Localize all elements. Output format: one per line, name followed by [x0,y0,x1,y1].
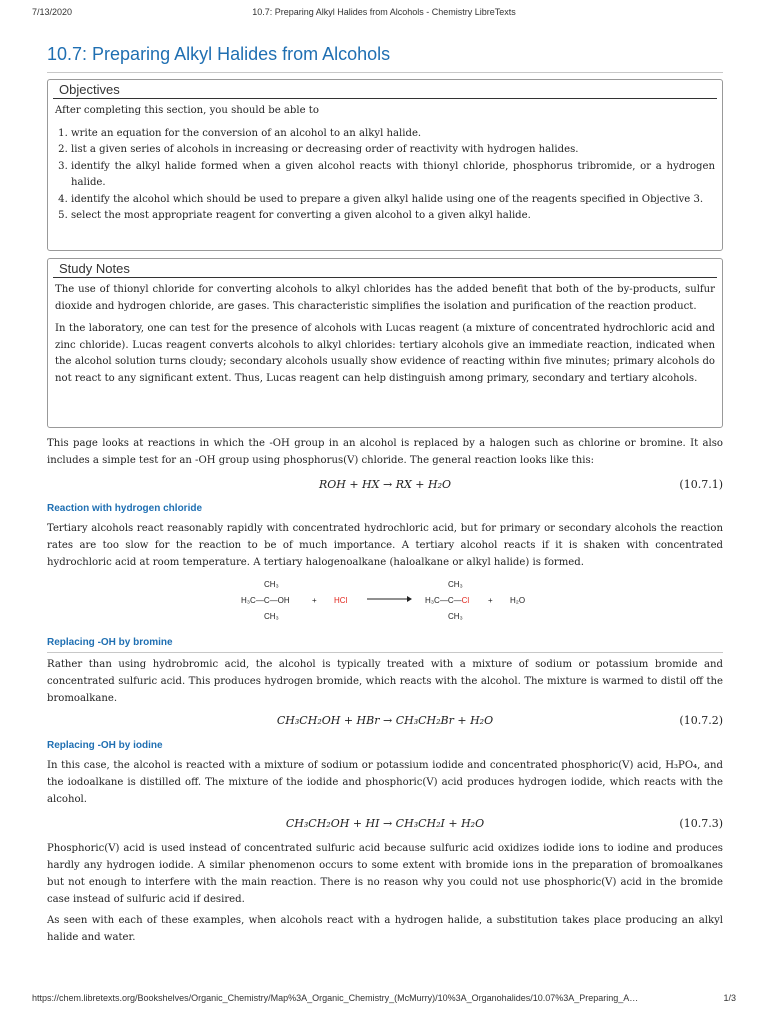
phosphoric-paragraph [47,840,723,908]
bromine-text: Rather than using hydrobromic acid, the alcohol is typically treated with a mixture of sodium or potassium bromide and concentrated sulfuric acid. This produces hydrogen bromide, which reacts with the alcohol. The mixture is warmed to distil off the bromoalkane. [47,659,723,704]
objective-item: 1. write an equation for the conversion of an alcohol to an alkyl halide. [71,126,715,143]
heading-hydrogen-chloride: Reaction with hydrogen chloride [47,503,203,514]
bromine-paragraph [47,656,723,707]
page-number: 1/3 [723,993,736,1003]
iodine-paragraph [47,757,723,808]
study-notes-heading: Study Notes [53,259,717,278]
section-divider [47,652,723,653]
methyl-bottom-right: CH₃ [448,612,463,621]
reaction-scheme [230,578,540,626]
equation-number: (10.7.3) [679,817,723,830]
methyl-top-left: CH₃ [264,580,279,589]
study-notes-box [47,258,723,428]
equation-10-7-3 [47,817,723,835]
tert-butyl-chloride [425,596,469,605]
equation-text: CH₃CH₂OH + HI → CH₃CH₂I + H₂O [285,817,485,830]
conclusion-text: As seen with each of these examples, when alcohols react with a hydrogen halide, a substitution takes place producing an alkyl halide and water. [47,915,723,943]
heading-bromine: Replacing -OH by bromine [47,637,173,648]
print-date: 7/13/2020 [32,7,73,17]
intro-paragraph [47,435,723,469]
conclusion-paragraph [47,912,723,946]
heading-iodine: Replacing -OH by iodine [47,740,163,751]
objective-item: 5. select the most appropriate reagent for converting a given alcohol to a given alkyl halide. [71,208,715,225]
hcl-paragraph [47,520,723,571]
equation-number: (10.7.1) [679,478,723,491]
tert-butanol: H₃C—C—OH [241,596,290,605]
equation-10-7-1 [47,478,723,496]
plus-sign: + [312,596,317,605]
methyl-bottom-left: CH₃ [264,612,279,621]
iodine-text: In this case, the alcohol is reacted with a mixture of sodium or potassium iodide and concentrated phosphoric(V) acid, H₃PO₄, and the iodoalkane is distilled off. The mixture of the iodide and phosphoric(V) acid produces hydrogen iodide, which reacts with the alcohol. [47,760,723,805]
phosphoric-text: Phosphoric(V) acid is used instead of concentrated sulfuric acid because sulfuric acid oxidizes iodide ions to iodine and produces hardly any hydrogen iodide. A similar phenomenon occurs to some extent with bromide ions in the preparation of bromoalkanes but not enough to interfere with the main reaction. There is no reason why you could not use phosphoric(V) acid in the bromide case instead of sulfuric acid if desired. [47,843,723,905]
study-notes-paragraph: The use of thionyl chloride for converting alcohols to alkyl chlorides has the added benefit that both of the by-products, sulfur dioxide and hydrogen chloride, are gases. This characteristic simplifies the isolation and purification of the reaction product. [55,284,715,312]
water-product: H₂O [510,596,526,605]
objective-item: 4. identify the alcohol which should be used to prepare a given alkyl halide using one of the reagents specified in Objective 3. [71,192,715,209]
intro-text: This page looks at reactions in which the -OH group in an alcohol is replaced by a halogen such as chlorine or bromine. It also includes a simple test for an -OH group using phosphorus(V) chloride. The general reaction looks like this: [47,438,723,466]
title-divider [47,72,723,73]
plus-sign: + [488,596,493,605]
objective-item: 3. identify the alkyl halide formed when a given alcohol reacts with thionyl chloride, phosphorus tribromide, or a hydrogen halide. [71,159,715,192]
objectives-intro: After completing this section, you should be able to [55,105,319,116]
tert-butyl-chain: H₃C—C— [425,596,462,605]
equation-text: ROH + HX → RX + H₂O [318,478,452,491]
chlorine-atom: Cl [461,596,470,605]
equation-text: CH₃CH₂OH + HBr → CH₃CH₂Br + H₂O [276,714,494,727]
objectives-list [55,126,715,225]
equation-number: (10.7.2) [679,714,723,727]
reaction-arrow-icon [367,593,412,605]
hcl-text: Tertiary alcohols react reasonably rapidly with concentrated hydrochloric acid, but for primary or secondary alcohols the reaction rates are too slow for the reaction to be of much importance. A tertiary alcohol reacts if it is shaken with concentrated hydrochloric acid at room temperature. A tertiary halogenoalkane (haloalkane or alkyl halide) is formed. [47,523,723,568]
objectives-heading: Objectives [53,80,717,99]
objectives-box [47,79,723,251]
hcl-reagent: HCl [334,596,348,605]
print-title: 10.7: Preparing Alkyl Halides from Alcohols - Chemistry LibreTexts [252,7,516,17]
objective-item: 2. list a given series of alcohols in increasing or decreasing order of reactivity with hydrogen halides. [71,142,715,159]
equation-10-7-2 [47,714,723,732]
study-notes-paragraph: In the laboratory, one can test for the presence of alcohols with Lucas reagent (a mixture of concentrated hydrochloric acid and zinc chloride). Lucas reagent converts alcohols to alkyl chlorides: tertiary alcohols give an immediate reaction, indicated when the alcohol solution turns cloudy; secondary alcohols usually show evidence of reacting within five minutes; primary alcohols do not react to any significant extent. Thus, Lucas reagent can help distinguish among primary, secondary and tertiary alcohols. [55,323,715,384]
page-title: 10.7: Preparing Alkyl Halides from Alcohols [47,44,391,64]
page-url[interactable]: https://chem.libretexts.org/Bookshelves/Organic_Chemistry/Map%3A_Organic_Chemistry_(McMurry)/10%3A_Organohalides/10.07%3A_Preparing_A… [32,993,639,1003]
methyl-top-right: CH₃ [448,580,463,589]
